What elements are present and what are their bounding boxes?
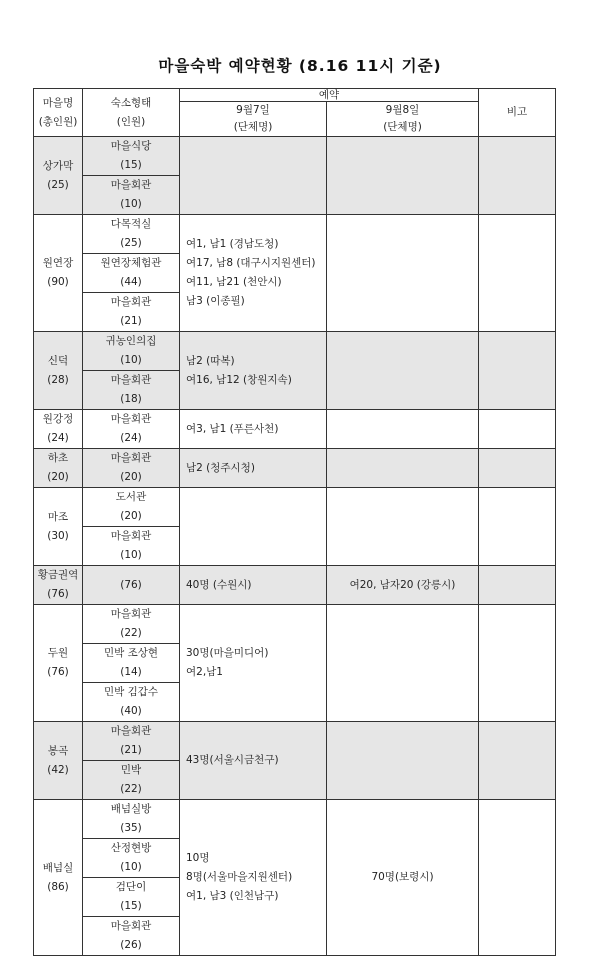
lodging-cell	[83, 761, 180, 800]
village-name: 신덕	[47, 354, 69, 367]
day2-entry: 여20, 남자20 (강릉시)	[349, 578, 456, 591]
day2-cell	[327, 137, 479, 215]
lodging-name: 마을회관	[110, 296, 152, 308]
lodging-name: 마을회관	[110, 920, 152, 932]
village-cell	[34, 137, 83, 215]
lodging-name: 마을회관	[110, 413, 152, 425]
day1-cell	[180, 605, 327, 722]
lodging-cell	[83, 332, 180, 371]
table-row	[34, 605, 556, 644]
lodging-name: 마을회관	[110, 725, 152, 737]
header-village-label: 마을명	[42, 96, 74, 109]
village-total: (86)	[47, 880, 69, 893]
lodging-count: (10)	[120, 549, 142, 561]
day1-entry: 10명	[186, 852, 210, 864]
day2-entry: 70명(보령시)	[371, 871, 434, 883]
header-lodging-label: 숙소형태	[110, 96, 152, 109]
day1-entry: 40명 (수원시)	[186, 578, 252, 591]
lodging-count: (15)	[120, 900, 142, 912]
lodging-name: 검단이	[115, 881, 147, 893]
day2-cell	[327, 410, 479, 449]
lodging-count: (26)	[120, 939, 142, 951]
header-day1-sub: (단체명)	[233, 121, 273, 133]
day1-entry: 여11, 남21 (천안시)	[186, 276, 282, 288]
day1-cell	[180, 800, 327, 956]
day1-cell	[180, 332, 327, 410]
lodging-count: (10)	[120, 861, 142, 873]
village-total: (20)	[47, 471, 69, 483]
village-cell	[34, 722, 83, 800]
header-village-sub: (총인원)	[38, 115, 78, 128]
table-row	[34, 332, 556, 371]
day2-cell	[327, 566, 479, 605]
day1-entry: 여3, 남1 (푸른사천)	[186, 422, 279, 435]
day1-entry: 남2 (따복)	[186, 354, 235, 367]
lodging-name: 마을회관	[110, 179, 152, 191]
village-total: (24)	[47, 432, 69, 444]
day1-cell	[180, 137, 327, 215]
day2-cell	[327, 449, 479, 488]
table-row	[34, 137, 556, 176]
table-row	[34, 410, 556, 449]
day1-cell	[180, 215, 327, 332]
lodging-count: (20)	[120, 510, 142, 522]
lodging-count: (10)	[120, 354, 142, 366]
lodging-count: (21)	[120, 744, 142, 756]
note-cell	[479, 566, 556, 605]
village-name: 하초	[47, 452, 69, 464]
village-name: 두원	[47, 647, 69, 659]
table-row	[34, 722, 556, 761]
day2-cell	[327, 215, 479, 332]
lodging-count: (25)	[120, 237, 142, 249]
table-body	[34, 137, 556, 956]
day2-cell	[327, 332, 479, 410]
header-lodging-sub: (인원)	[116, 115, 146, 128]
lodging-name: 원연장체험관	[100, 257, 162, 269]
village-total: (28)	[47, 373, 69, 386]
header-day2-sub: (단체명)	[383, 121, 422, 133]
table-header	[34, 89, 556, 137]
day1-entry: 8명(서울마을지원센터)	[186, 871, 293, 883]
lodging-cell	[83, 371, 180, 410]
lodging-count: (24)	[120, 432, 142, 444]
lodging-count: (76)	[120, 578, 142, 591]
header-day1-label: 9월7일	[236, 104, 270, 116]
lodging-cell	[83, 917, 180, 956]
header-note: 비고	[479, 89, 556, 137]
village-cell	[34, 215, 83, 332]
table-row	[34, 488, 556, 527]
lodging-name: 마을회관	[110, 374, 152, 386]
lodging-cell	[83, 566, 180, 605]
village-total: (42)	[47, 763, 69, 776]
lodging-name: 민박 조상현	[103, 647, 159, 659]
note-cell	[479, 605, 556, 722]
note-cell	[479, 722, 556, 800]
village-name: 원강정	[42, 413, 74, 425]
lodging-name: 산정현방	[110, 842, 152, 854]
lodging-count: (10)	[120, 198, 142, 210]
note-cell	[479, 215, 556, 332]
village-cell	[34, 410, 83, 449]
lodging-cell	[83, 722, 180, 761]
lodging-count: (22)	[120, 783, 142, 795]
header-day2-label: 9월8일	[385, 104, 420, 116]
lodging-count: (14)	[120, 666, 142, 678]
lodging-name: 마을회관	[110, 608, 152, 620]
village-name: 상가막	[42, 159, 74, 172]
note-cell	[479, 449, 556, 488]
lodging-cell	[83, 410, 180, 449]
day1-cell	[180, 410, 327, 449]
village-name: 마조	[47, 510, 69, 523]
day1-cell	[180, 449, 327, 488]
day1-entry: 여2,남1	[186, 666, 223, 678]
lodging-cell	[83, 137, 180, 176]
page-title: 마을숙박 예약현황 (8.16 11시 기준)	[158, 57, 442, 75]
lodging-count: (40)	[120, 705, 142, 717]
day1-entry: 여17, 남8 (대구시지원센터)	[186, 257, 316, 269]
village-cell	[34, 605, 83, 722]
day2-cell	[327, 800, 479, 956]
lodging-cell	[83, 527, 180, 566]
village-cell	[34, 488, 83, 566]
lodging-cell	[83, 176, 180, 215]
village-total: (76)	[47, 666, 69, 678]
day1-cell	[180, 488, 327, 566]
lodging-count: (15)	[120, 159, 142, 171]
note-cell	[479, 800, 556, 956]
lodging-count: (44)	[120, 276, 142, 288]
lodging-count: (22)	[120, 627, 142, 639]
lodging-cell	[83, 644, 180, 683]
day2-cell	[327, 722, 479, 800]
reservation-table	[33, 88, 556, 956]
lodging-count: (18)	[120, 393, 142, 405]
lodging-cell	[83, 605, 180, 644]
lodging-name: 다목적실	[110, 218, 152, 230]
village-name: 원연장	[42, 257, 74, 269]
day1-entry: 43명(서울시금천구)	[186, 754, 279, 766]
header-reservation: 예약	[180, 89, 479, 102]
day1-cell	[180, 566, 327, 605]
lodging-cell	[83, 254, 180, 293]
lodging-cell	[83, 878, 180, 917]
day1-entry: 남2 (청주시청)	[186, 461, 255, 474]
village-total: (25)	[47, 178, 69, 191]
village-cell	[34, 800, 83, 956]
lodging-cell	[83, 488, 180, 527]
lodging-name: 마을식당	[110, 140, 152, 152]
village-name: 봉곡	[47, 744, 69, 757]
lodging-count: (35)	[120, 822, 142, 834]
header-day2	[327, 102, 479, 137]
day1-entry: 여1, 남1 (경남도청)	[186, 238, 279, 250]
village-cell	[34, 449, 83, 488]
header-row-top	[34, 89, 556, 102]
lodging-name: 마을회관	[110, 530, 152, 542]
day2-cell	[327, 488, 479, 566]
lodging-count: (20)	[120, 471, 142, 483]
note-cell	[479, 137, 556, 215]
note-cell	[479, 488, 556, 566]
lodging-name: 도서관	[115, 491, 147, 503]
table-row	[34, 215, 556, 254]
note-cell	[479, 410, 556, 449]
day1-entry: 남3 (이종필)	[186, 295, 245, 307]
village-cell	[34, 332, 83, 410]
day2-cell	[327, 605, 479, 722]
day1-entry: 여16, 남12 (창원지속)	[186, 373, 292, 386]
header-lodging	[83, 89, 180, 137]
header-village	[34, 89, 83, 137]
lodging-cell	[83, 215, 180, 254]
village-cell	[34, 566, 83, 605]
lodging-cell	[83, 839, 180, 878]
village-total: (76)	[47, 588, 69, 600]
lodging-cell	[83, 449, 180, 488]
day1-cell	[180, 722, 327, 800]
lodging-name: 마을회관	[110, 452, 152, 464]
lodging-count: (21)	[120, 315, 142, 327]
lodging-cell	[83, 293, 180, 332]
note-cell	[479, 332, 556, 410]
day1-entry: 30명(마을미디어)	[186, 647, 269, 659]
lodging-name: 배넘실방	[110, 803, 152, 815]
village-name: 황금권역	[37, 569, 79, 581]
village-name: 배넘실	[42, 861, 74, 874]
header-day1	[180, 102, 327, 137]
lodging-name: 귀농인의집	[105, 335, 157, 347]
table-row	[34, 800, 556, 839]
table-row	[34, 449, 556, 488]
lodging-name: 민박 김갑수	[103, 686, 159, 698]
village-total: (90)	[47, 276, 69, 288]
village-total: (30)	[47, 529, 69, 542]
lodging-cell	[83, 683, 180, 722]
day1-entry: 여1, 남3 (인천남구)	[186, 890, 279, 902]
lodging-cell	[83, 800, 180, 839]
table-row	[34, 566, 556, 605]
lodging-name: 민박	[120, 764, 142, 776]
